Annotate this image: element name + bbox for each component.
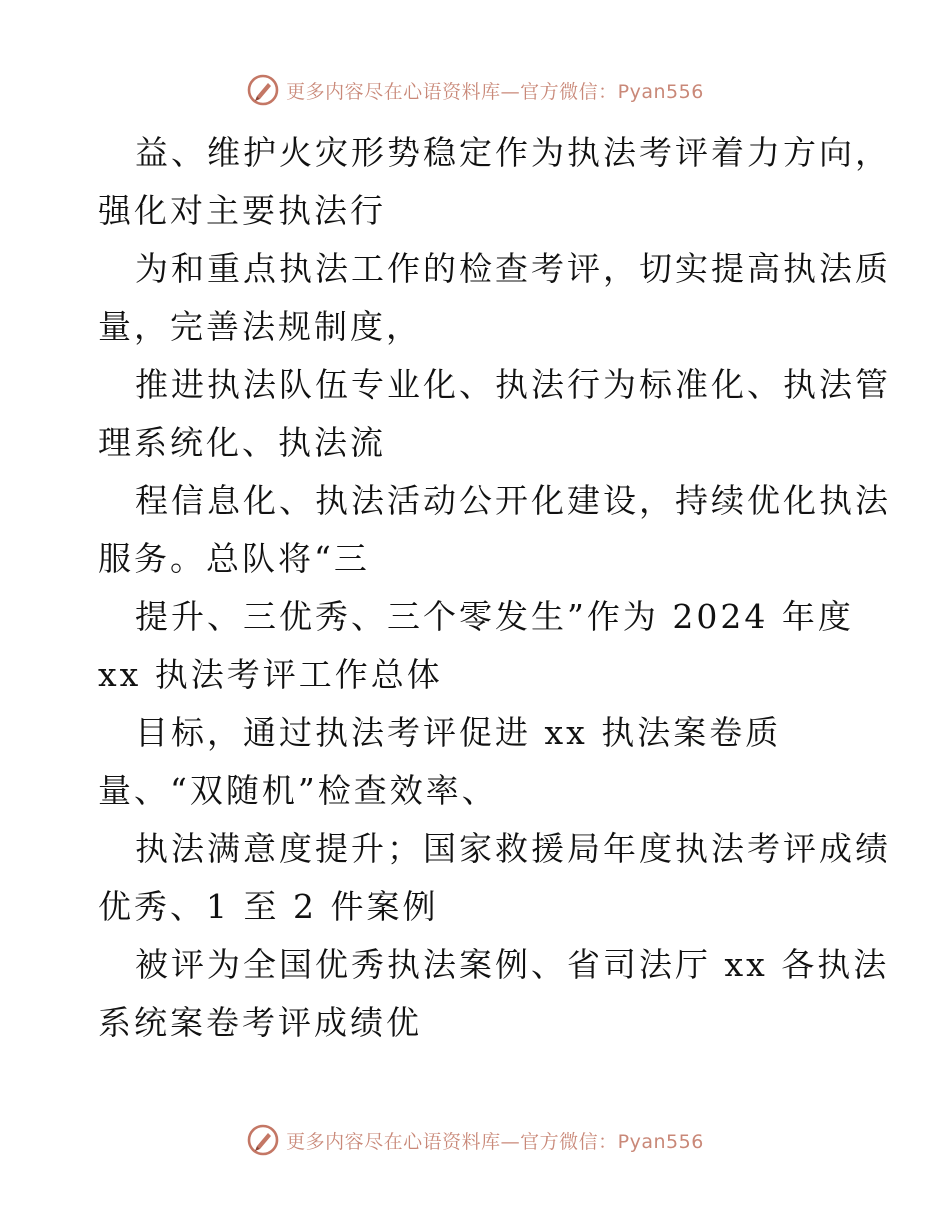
pen-logo-icon <box>246 73 280 107</box>
footer-banner-content <box>246 1123 704 1157</box>
pen-logo-icon <box>246 1123 280 1157</box>
banner-text: 更多内容尽在心语资料库—官方微信：Pyan556 <box>286 1130 704 1153</box>
wechat-id: Pyan556 <box>617 1130 704 1153</box>
paragraph-line: 为和重点执法工作的检查考评，切实提高执法质 <box>135 249 891 288</box>
paragraph-line: 益、维护火灾形势稳定作为执法考评着力方向， <box>135 133 891 172</box>
paragraph-line: 执法满意度提升；国家救援局年度执法考评成绩 <box>135 829 891 868</box>
footer-banner <box>0 1120 950 1160</box>
paragraph-line: 提升、三优秀、三个零发生”作为 2024 年度 <box>135 597 854 636</box>
paragraph-line: 程信息化、执法活动公开化建设，持续优化执法 <box>135 481 891 520</box>
header-banner-content <box>246 73 704 107</box>
paragraph-line: 强化对主要执法行 <box>98 191 386 230</box>
paragraph-line: xx 执法考评工作总体 <box>98 655 443 694</box>
document-body <box>98 124 891 1052</box>
paragraph-line: 目标，通过执法考评促进 xx 执法案卷质 <box>135 713 782 752</box>
paragraph-line: 服务。总队将“三 <box>98 539 370 578</box>
header-banner <box>0 70 950 110</box>
paragraph-line: 优秀、1 至 2 件案例 <box>98 887 439 926</box>
paragraph-line: 推进执法队伍专业化、执法行为标准化、执法管 <box>135 365 891 404</box>
paragraph-line: 被评为全国优秀执法案例、省司法厅 xx 各执法 <box>135 945 890 984</box>
wechat-id: Pyan556 <box>617 80 704 103</box>
paragraph-line: 系统案卷考评成绩优 <box>98 1003 422 1042</box>
paragraph-line: 量，完善法规制度， <box>98 307 422 346</box>
paragraph-line: 理系统化、执法流 <box>98 423 386 462</box>
banner-text: 更多内容尽在心语资料库—官方微信：Pyan556 <box>286 80 704 103</box>
paragraph-line: 量、“双随机”检查效率、 <box>98 771 498 810</box>
